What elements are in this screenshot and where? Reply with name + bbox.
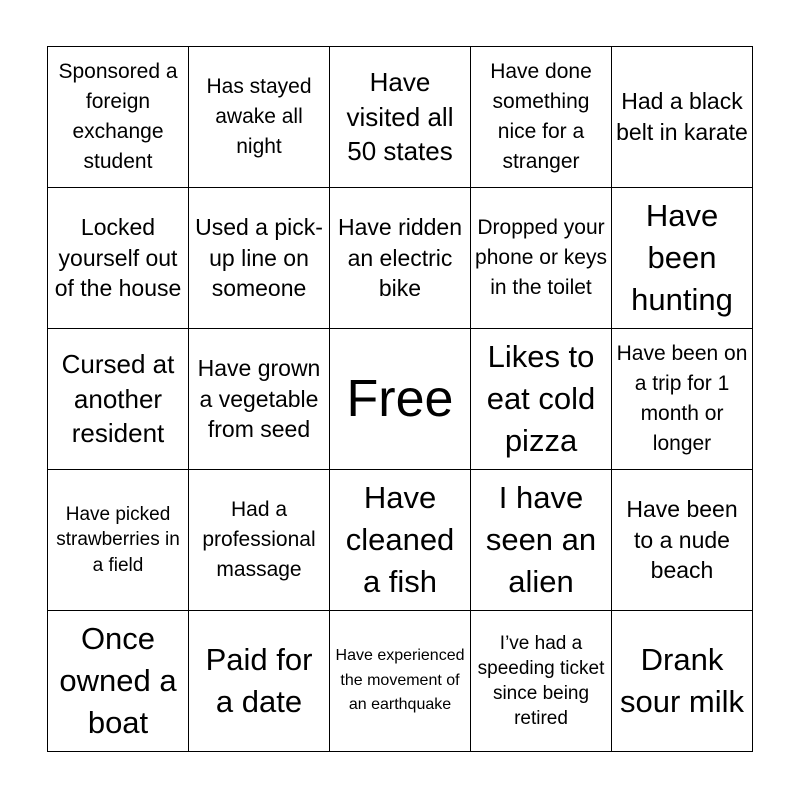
cell-text: Have ridden an electric bike <box>337 213 463 302</box>
cell-text: Had a black belt in karate <box>616 88 748 145</box>
bingo-cell-g5[interactable] <box>471 611 612 752</box>
bingo-cell-o4[interactable] <box>612 470 753 611</box>
bingo-cell-b1[interactable] <box>48 47 189 188</box>
cell-text: Has stayed awake all night <box>206 75 312 158</box>
bingo-cell-n4[interactable] <box>330 470 471 611</box>
cell-text: Paid for a date <box>205 641 313 719</box>
cell-text: Have been to a nude beach <box>626 495 738 584</box>
cell-text: Have been on a trip for 1 month or longer <box>616 342 748 455</box>
bingo-cell-b2[interactable] <box>48 188 189 329</box>
bingo-board <box>47 46 753 752</box>
cell-text: Once owned a boat <box>59 620 177 741</box>
bingo-cell-g1[interactable] <box>471 47 612 188</box>
bingo-cell-b3[interactable] <box>48 329 189 470</box>
cell-text: Sponsored a foreign exchange student <box>58 60 178 173</box>
cell-text: Had a professional massage <box>202 498 316 581</box>
bingo-cell-n1[interactable] <box>330 47 471 188</box>
cell-text: Have cleaned a fish <box>345 479 455 600</box>
bingo-cell-o1[interactable] <box>612 47 753 188</box>
cell-text: Have been hunting <box>631 197 733 318</box>
cell-text: I’ve had a speeding ticket since being retired <box>477 632 605 730</box>
cell-text: Have grown a vegetable from seed <box>197 354 321 443</box>
bingo-cell-o2[interactable] <box>612 188 753 329</box>
cell-text: Drank sour milk <box>619 641 744 719</box>
bingo-cell-g3[interactable] <box>471 329 612 470</box>
cell-text: Have experienced the movement of an earthquake <box>335 646 465 714</box>
bingo-cell-b4[interactable] <box>48 470 189 611</box>
bingo-cell-i2[interactable] <box>189 188 330 329</box>
bingo-cell-g2[interactable] <box>471 188 612 329</box>
cell-text: Have picked strawberries in a field <box>56 504 180 576</box>
cell-text: Locked yourself out of the house <box>54 213 182 302</box>
bingo-cell-g4[interactable] <box>471 470 612 611</box>
free-space-text: Free <box>346 370 454 428</box>
bingo-cell-n5[interactable] <box>330 611 471 752</box>
bingo-cell-n2[interactable] <box>330 188 471 329</box>
cell-text: Have visited all 50 states <box>346 67 454 167</box>
cell-text: Used a pick-up line on someone <box>195 213 323 302</box>
cell-text: Dropped your phone or keys in the toilet <box>475 216 607 299</box>
cell-text: Cursed at another resident <box>61 349 175 449</box>
cell-text: Likes to eat cold pizza <box>486 338 596 459</box>
bingo-cell-i1[interactable] <box>189 47 330 188</box>
bingo-cell-i5[interactable] <box>189 611 330 752</box>
bingo-cell-o5[interactable] <box>612 611 753 752</box>
cell-text: I have seen an alien <box>485 479 597 600</box>
bingo-cell-b5[interactable] <box>48 611 189 752</box>
bingo-cell-i4[interactable] <box>189 470 330 611</box>
bingo-cell-free[interactable] <box>330 329 471 470</box>
bingo-cell-i3[interactable] <box>189 329 330 470</box>
bingo-cell-o3[interactable] <box>612 329 753 470</box>
cell-text: Have done something nice for a stranger <box>490 60 592 173</box>
